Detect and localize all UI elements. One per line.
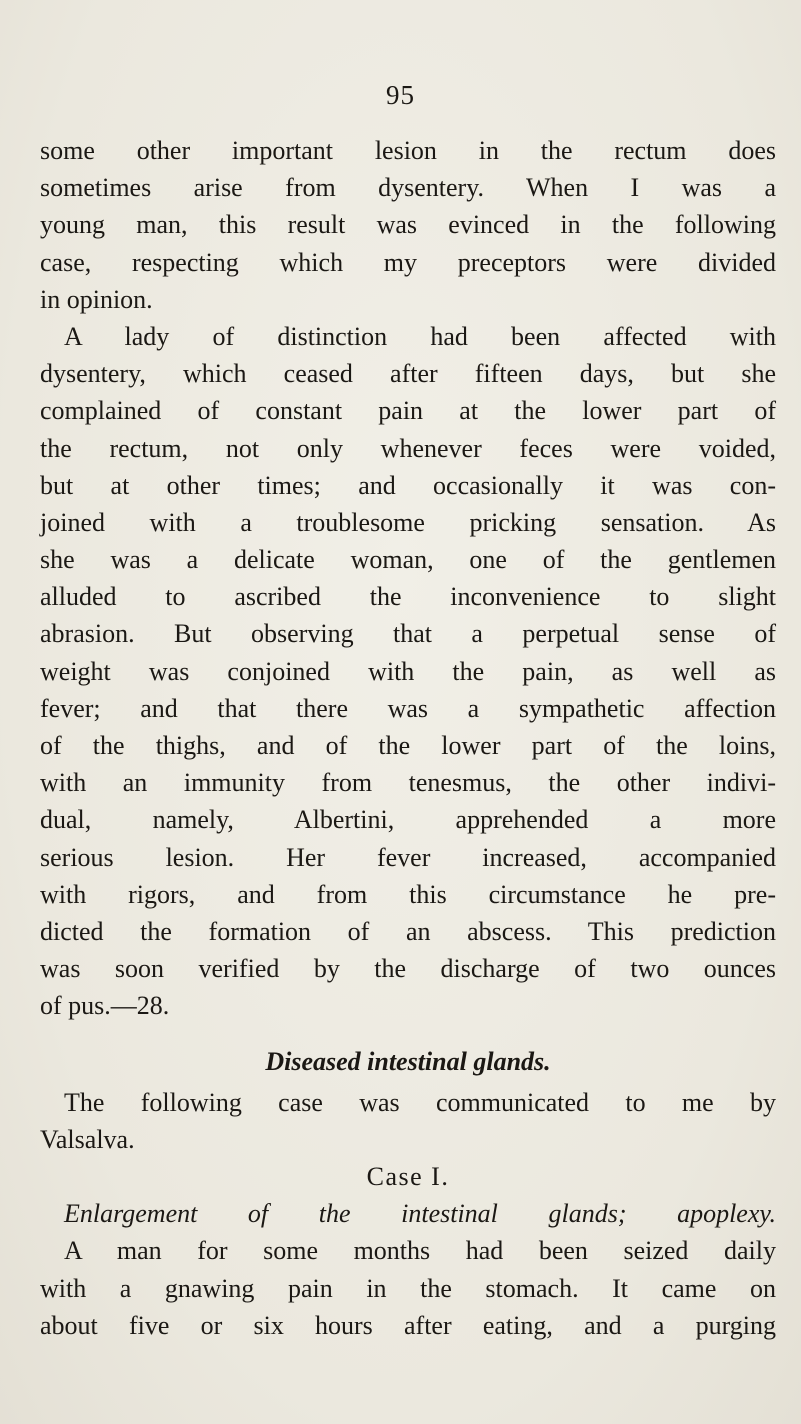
text-line: but at other times; and occasionally it was con- [40, 470, 776, 500]
text-line: A man for some months had been seized daily [64, 1236, 776, 1266]
text-line: weight was conjoined with the pain, as well as [40, 656, 776, 686]
text-line: sometimes arise from dysentery. When I was a [40, 173, 776, 203]
text-line: abrasion. But observing that a perpetual sense of [40, 619, 776, 649]
text-line: dual, namely, Albertini, apprehended a more [40, 805, 776, 835]
text-line: with a gnawing pain in the stomach. It came on [40, 1273, 776, 1303]
text-line: with rigors, and from this circumstance he pre- [40, 879, 776, 909]
text-line: fever; and that there was a sympathetic affection [40, 693, 776, 723]
page-number: 95 [386, 80, 415, 110]
text-line: of pus.—28. [40, 991, 170, 1021]
text-line: young man, this result was evinced in the following [40, 210, 776, 240]
text-line: with an immunity from tenesmus, the other indivi- [40, 768, 776, 798]
text-line: The following case was communicated to me by [64, 1087, 776, 1117]
text-line: was soon verified by the discharge of two ounces [40, 954, 776, 984]
text-line: complained of constant pain at the lower part of [40, 396, 776, 426]
text-line: some other important lesion in the rectum does [40, 136, 776, 165]
text-line: in opinion. [40, 284, 153, 314]
text-line: A lady of distinction had been affected with [64, 321, 776, 351]
text-line: case, respecting which my preceptors were divided [40, 247, 776, 277]
text-line: she was a delicate woman, one of the gentlemen [40, 545, 776, 575]
case-label: Case I. [366, 1162, 450, 1192]
text-line: dysentery, which ceased after fifteen days, but she [40, 359, 776, 389]
section-heading: Diseased intestinal glands. [265, 1046, 551, 1076]
text-line: about five or six hours after eating, and a purging [40, 1310, 776, 1340]
case-title: Enlargement of the intestinal glands; apoplexy. [64, 1199, 776, 1229]
text-line: dicted the formation of an abscess. This prediction [40, 916, 776, 946]
text-line: of the thighs, and of the lower part of the loins, [40, 731, 776, 760]
text-line: alluded to ascribed the inconvenience to slight [40, 582, 776, 612]
text-line: the rectum, not only whenever feces were voided, [40, 433, 776, 463]
text-line: Valsalva. [40, 1124, 135, 1154]
body-text [40, 132, 776, 1344]
text-line: serious lesion. Her fever increased, accompanied [40, 842, 776, 872]
text-line: joined with a troublesome pricking sensation. As [40, 507, 776, 537]
